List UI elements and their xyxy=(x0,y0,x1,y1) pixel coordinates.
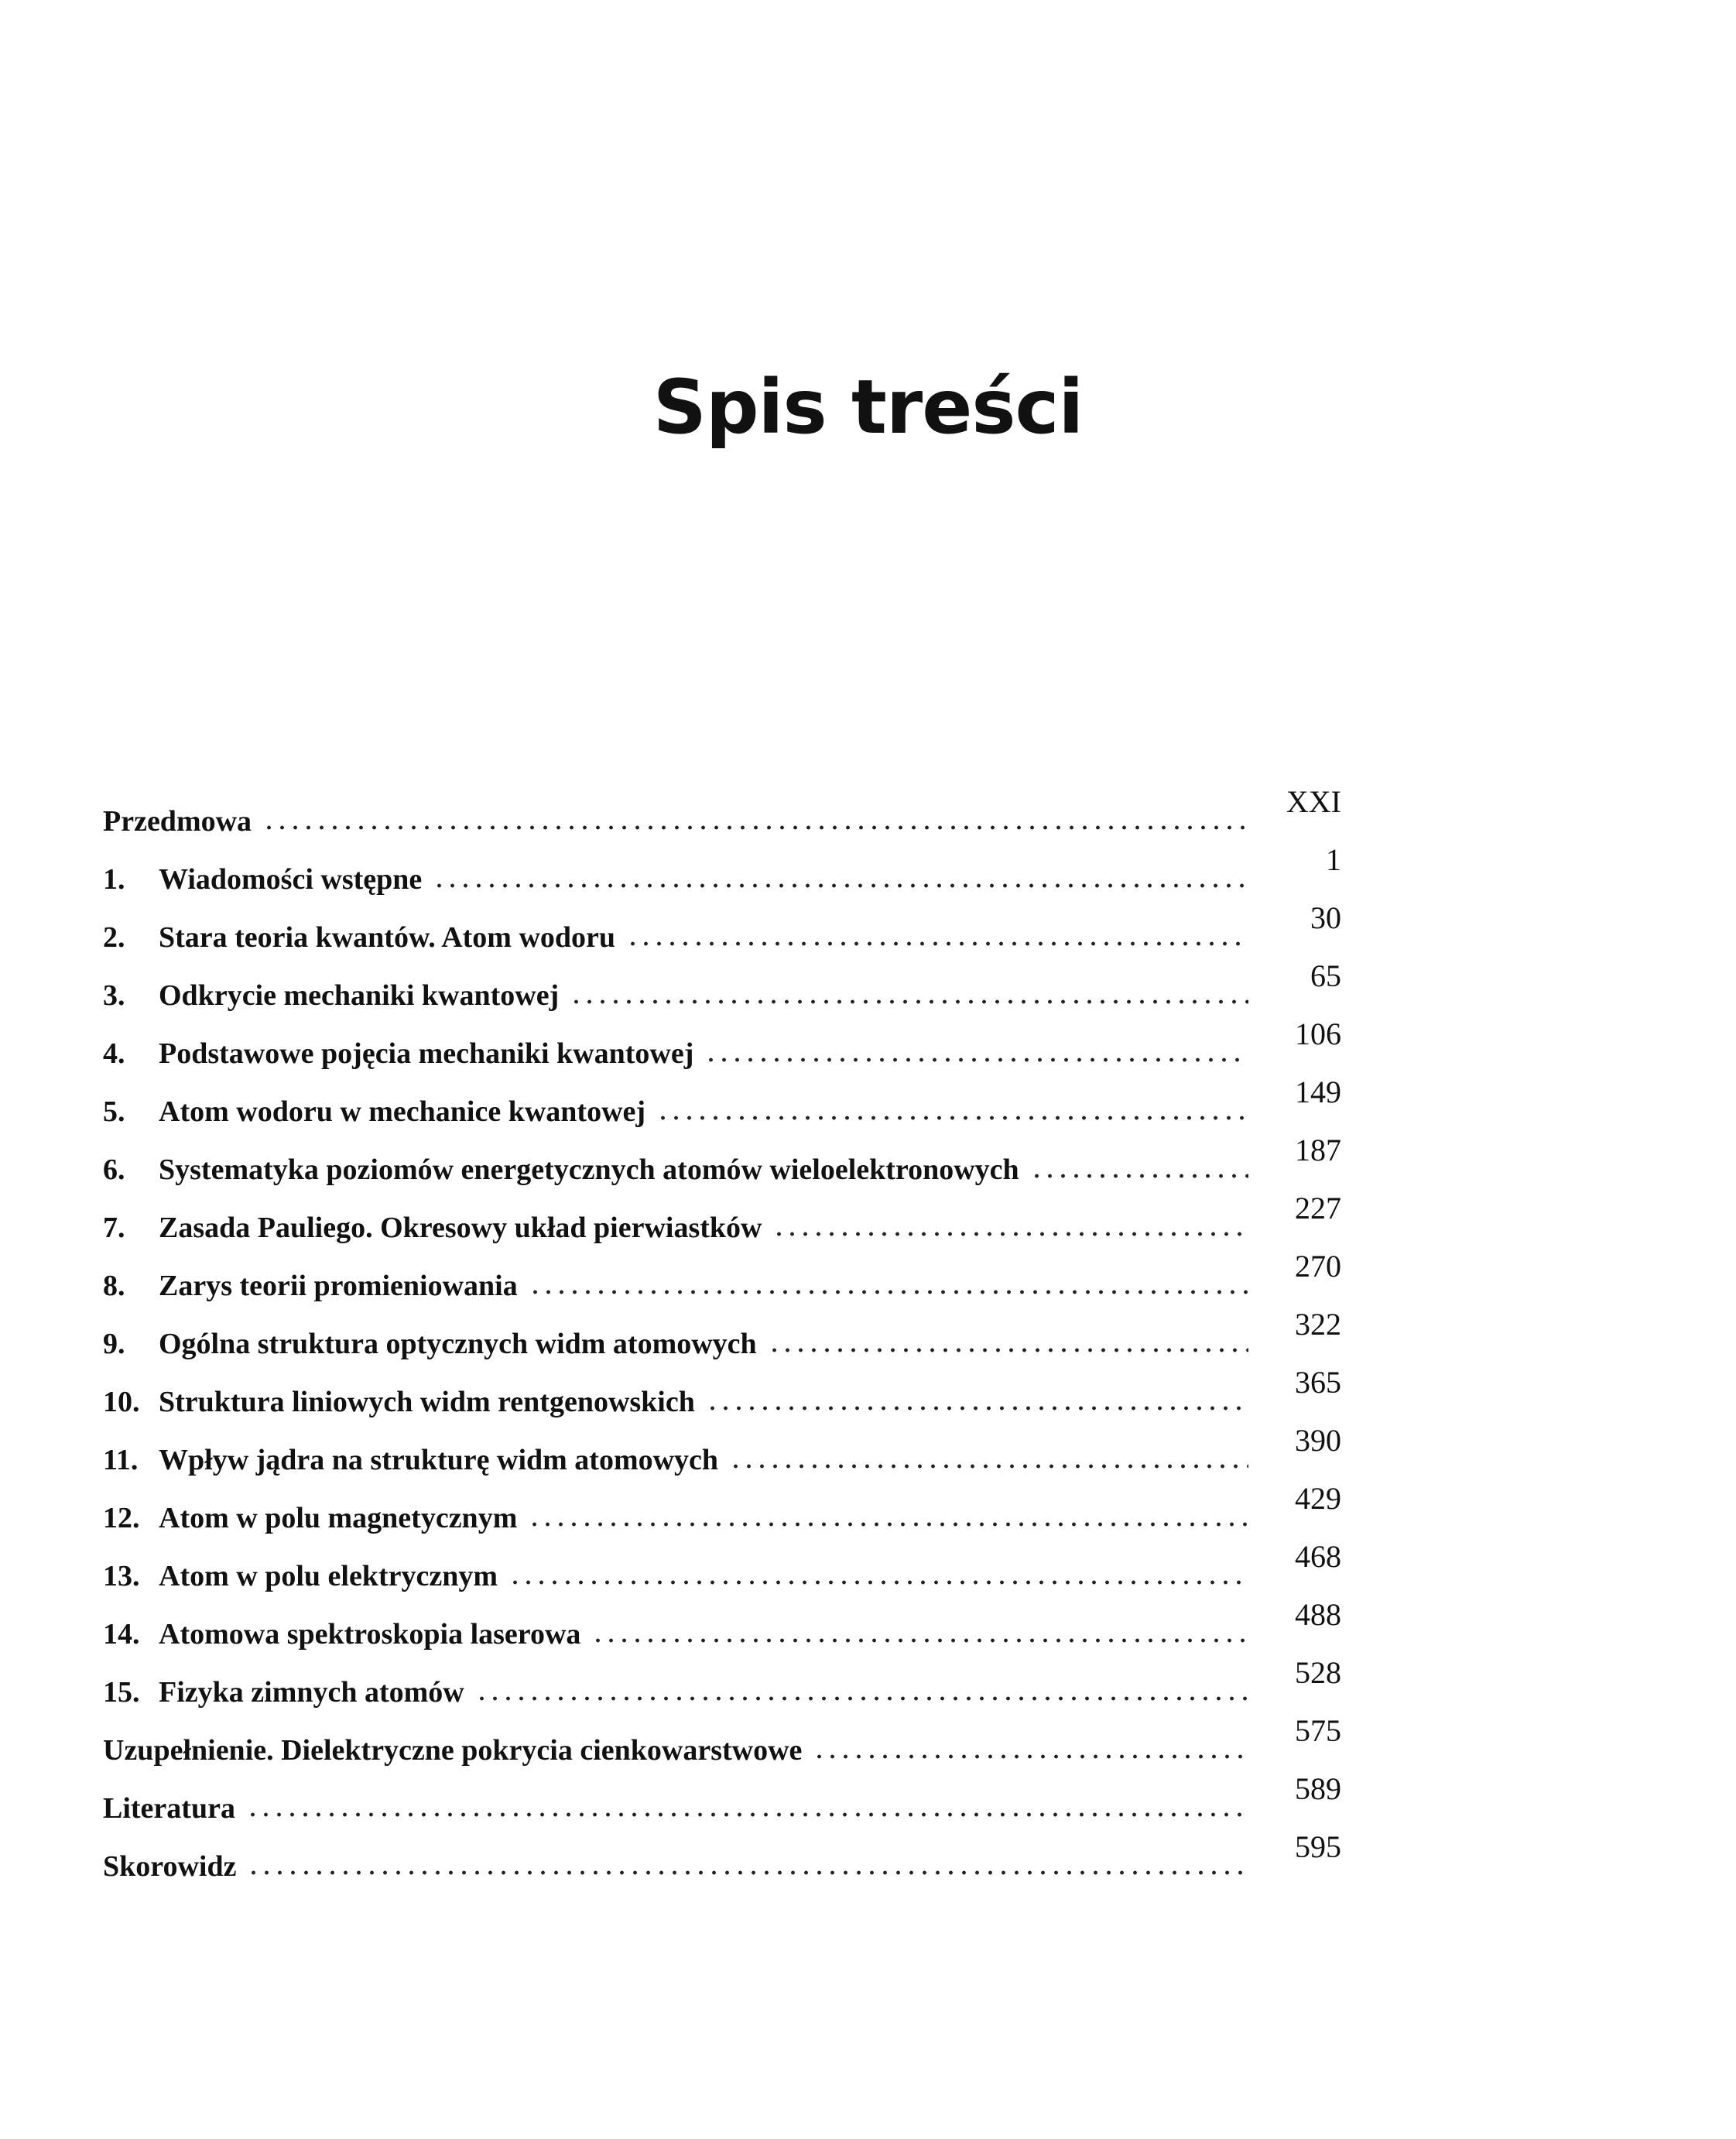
toc-entry-page: 187 xyxy=(1295,1133,1341,1167)
toc-entry-preface xyxy=(103,778,1341,836)
toc-entry-page: 149 xyxy=(1295,1075,1341,1109)
toc-entry-number: 13. xyxy=(103,1560,140,1592)
toc-entry-appendix xyxy=(103,1707,1341,1765)
table-of-contents xyxy=(103,778,1341,1881)
toc-entry-chapter-3 xyxy=(103,952,1341,1010)
toc-entry-title: Systematyka poziomów energetycznych atomów wieloelektronowych xyxy=(159,1153,1019,1186)
dot-leader xyxy=(1030,1172,1248,1180)
toc-entry-number: 8. xyxy=(103,1270,125,1302)
toc-entry-chapter-4 xyxy=(103,1010,1341,1068)
page-title: Spis treści xyxy=(652,364,1084,451)
toc-entry-page: 227 xyxy=(1295,1191,1341,1225)
toc-entry-index xyxy=(103,1823,1341,1881)
toc-entry-page: 575 xyxy=(1295,1713,1341,1748)
toc-entry-page: 429 xyxy=(1295,1481,1341,1516)
toc-entry-page: 595 xyxy=(1295,1829,1341,1864)
toc-entry-number: 2. xyxy=(103,921,125,954)
toc-entry-page: 30 xyxy=(1310,900,1341,935)
toc-entry-chapter-2 xyxy=(103,894,1341,952)
toc-entry-chapter-14 xyxy=(103,1591,1341,1649)
toc-entry-title: Fizyka zimnych atomów xyxy=(159,1676,464,1709)
toc-entry-number: 5. xyxy=(103,1095,125,1128)
toc-entry-chapter-8 xyxy=(103,1243,1341,1301)
toc-entry-title: Odkrycie mechaniki kwantowej xyxy=(159,979,560,1012)
toc-entry-title: Podstawowe pojęcia mechaniki kwantowej xyxy=(159,1037,694,1070)
toc-entry-title: Wpływ jądra na strukturę widm atomowych xyxy=(159,1444,719,1476)
toc-entry-title: Skorowidz xyxy=(103,1850,237,1883)
toc-entry-chapter-6 xyxy=(103,1126,1341,1184)
toc-entry-chapter-10 xyxy=(103,1359,1341,1417)
dot-leader xyxy=(591,1637,1248,1644)
toc-entry-number: 1. xyxy=(103,863,125,896)
dot-leader xyxy=(246,1811,1248,1818)
toc-entry-bibliography xyxy=(103,1765,1341,1823)
toc-entry-chapter-11 xyxy=(103,1417,1341,1475)
toc-entry-chapter-9 xyxy=(103,1301,1341,1359)
toc-entry-number: 7. xyxy=(103,1212,125,1244)
toc-entry-title: Atomowa spektroskopia laserowa xyxy=(159,1618,581,1651)
toc-entry-number: 4. xyxy=(103,1037,125,1070)
toc-entry-chapter-1 xyxy=(103,836,1341,894)
toc-entry-number: 6. xyxy=(103,1153,125,1186)
toc-entry-number: 3. xyxy=(103,979,125,1012)
toc-entry-page: 468 xyxy=(1295,1539,1341,1574)
toc-entry-chapter-13 xyxy=(103,1533,1341,1591)
toc-entry-page: 270 xyxy=(1295,1249,1341,1284)
dot-leader xyxy=(247,1869,1248,1877)
dot-leader xyxy=(570,998,1248,1006)
toc-entry-page: 528 xyxy=(1295,1655,1341,1690)
toc-entry-title: Przedmowa xyxy=(103,805,252,838)
toc-entry-chapter-12 xyxy=(103,1475,1341,1533)
toc-entry-number: 11. xyxy=(103,1444,139,1476)
toc-entry-page: 365 xyxy=(1295,1365,1341,1400)
toc-entry-title: Stara teoria kwantów. Atom wodoru xyxy=(159,921,616,954)
toc-entry-page: 106 xyxy=(1295,1016,1341,1051)
toc-entry-number: 10. xyxy=(103,1386,140,1418)
toc-entry-page: 589 xyxy=(1295,1771,1341,1806)
toc-entry-number: 14. xyxy=(103,1618,140,1651)
toc-entry-page: 322 xyxy=(1295,1307,1341,1342)
dot-leader xyxy=(475,1695,1248,1702)
toc-entry-page: 488 xyxy=(1295,1597,1341,1632)
dot-leader xyxy=(656,1114,1248,1122)
toc-entry-chapter-5 xyxy=(103,1068,1341,1126)
toc-entry-title: Atom w polu elektrycznym xyxy=(159,1560,498,1592)
dot-leader xyxy=(768,1346,1248,1354)
toc-entry-chapter-15 xyxy=(103,1649,1341,1707)
toc-entry-number: 9. xyxy=(103,1328,125,1360)
toc-entry-title: Atom wodoru w mechanice kwantowej xyxy=(159,1095,646,1128)
toc-entry-title: Zasada Pauliego. Okresowy układ pierwiastków xyxy=(159,1212,762,1244)
dot-leader xyxy=(706,1404,1248,1412)
toc-entry-page: 1 xyxy=(1326,842,1341,877)
dot-leader xyxy=(772,1230,1248,1238)
dot-leader xyxy=(704,1056,1248,1064)
toc-entry-number: 12. xyxy=(103,1502,140,1534)
dot-leader xyxy=(433,882,1248,890)
dot-leader xyxy=(626,940,1248,948)
toc-entry-title: Ogólna struktura optycznych widm atomowych xyxy=(159,1328,757,1360)
toc-entry-chapter-7 xyxy=(103,1184,1341,1243)
toc-entry-title: Literatura xyxy=(103,1792,235,1825)
toc-entry-title: Uzupełnienie. Dielektryczne pokrycia cienkowarstwowe xyxy=(103,1734,803,1767)
toc-entry-title: Atom w polu magnetycznym xyxy=(159,1502,518,1534)
dot-leader xyxy=(529,1288,1248,1296)
toc-entry-title: Wiadomości wstępne xyxy=(159,863,423,896)
dot-leader xyxy=(262,824,1248,831)
toc-entry-title: Zarys teorii promieniowania xyxy=(159,1270,518,1302)
toc-entry-number: 15. xyxy=(103,1676,140,1709)
dot-leader xyxy=(528,1520,1248,1528)
toc-entry-title: Struktura liniowych widm rentgenowskich xyxy=(159,1386,695,1418)
dot-leader xyxy=(729,1462,1248,1470)
toc-entry-page: 65 xyxy=(1310,958,1341,993)
toc-entry-page: XXI xyxy=(1286,784,1341,819)
dot-leader xyxy=(508,1579,1248,1586)
toc-entry-page: 390 xyxy=(1295,1423,1341,1458)
dot-leader xyxy=(813,1753,1248,1760)
